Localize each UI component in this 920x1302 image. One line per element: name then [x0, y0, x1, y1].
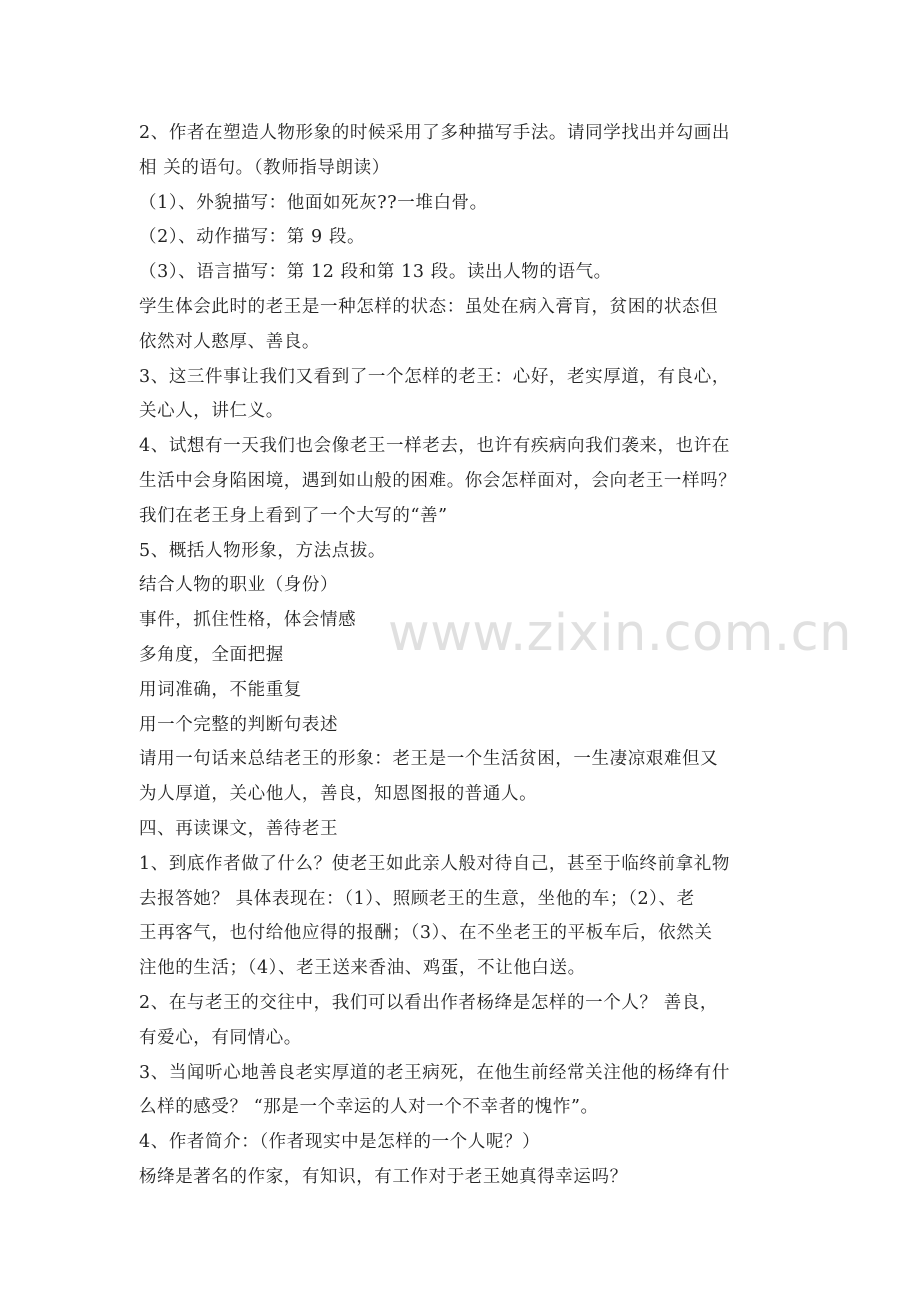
text-line: 学生体会此时的老王是一种怎样的状态：虽处在病入膏肓，贫困的状态但	[139, 296, 719, 317]
text-line: 多角度，全面把握	[139, 644, 284, 665]
text-line: 四、再读课文，善待老王	[139, 818, 339, 839]
text-line: 5、概括人物形象，方法点拔。	[139, 540, 387, 561]
text-line: 4、作者简介：（作者现实中是怎样的一个人呢？）	[139, 1132, 541, 1153]
text-line: （3）、语言描写：第 12 段和第 13 段。读出人物的语气。	[139, 262, 612, 283]
text-line: 1、到底作者做了什么？使老王如此亲人般对待自己，甚至于临终前拿礼物	[139, 853, 730, 874]
text-line: 相 关的语句。（教师指导朗读）	[139, 157, 390, 178]
watermark: www.zixin.com.cn	[388, 604, 852, 663]
text-line: 用一个完整的判断句表述	[139, 714, 339, 735]
text-line: 注他的生活；（4）、老王送来香油、鸡蛋，不让他白送。	[139, 958, 586, 979]
text-line: 有爱心，有同情心。	[139, 1027, 302, 1048]
text-line: 我们在老王身上看到了一个大写的“善”	[139, 505, 448, 526]
text-line: 3、当闻听心地善良老实厚道的老王病死，在他生前经常关注他的杨绛有什	[139, 1062, 730, 1083]
text-line: 为人厚道，关心他人，善良，知恩图报的普通人。	[139, 784, 538, 805]
text-line: 3、这三件事让我们又看到了一个怎样的老王：心好，老实厚道，有良心，	[139, 366, 730, 387]
text-line: （2）、动作描写：第 9 段。	[139, 227, 366, 248]
text-line: 杨绛是著名的作家，有知识，有工作对于老王她真得幸运吗？	[139, 1166, 628, 1187]
text-line: 请用一句话来总结老王的形象：老王是一个生活贫困，一生凄凉艰难但又	[139, 749, 719, 770]
text-line: （1）、外貌描写：他面如死灰??一堆白骨。	[139, 192, 488, 213]
text-line: 生活中会身陷困境，遇到如山般的困难。你会怎样面对，会向老王一样吗？	[139, 470, 737, 491]
text-line: 2、作者在塑造人物形象的时候采用了多种描写手法。请同学找出并勾画出	[139, 123, 730, 143]
document-body	[139, 116, 789, 1195]
text-line: 事件，抓住性格，体会情感	[139, 610, 357, 631]
text-line: 么样的感受？ “那是一个幸运的人对一个不幸者的愧怍”。	[139, 1097, 599, 1118]
text-line: 结合人物的职业（身份）	[139, 575, 339, 596]
text-line: 4、试想有一天我们也会像老王一样老去，也许有疾病向我们袭来，也许在	[139, 436, 730, 457]
text-line: 2、在与老王的交往中，我们可以看出作者杨绛是怎样的一个人？ 善良，	[139, 992, 718, 1013]
text-line: 王再客气，也付给他应得的报酬；（3）、在不坐老王的平板车后，依然关	[139, 923, 713, 944]
text-line: 用词准确，不能重复	[139, 679, 302, 700]
text-line: 关心人，讲仁义。	[139, 401, 284, 422]
text-line: 依然对人憨厚、善良。	[139, 331, 320, 352]
text-line: 去报答她？ 具体表现在：（1）、照顾老王的生意，坐他的车；（2）、老	[139, 888, 695, 909]
